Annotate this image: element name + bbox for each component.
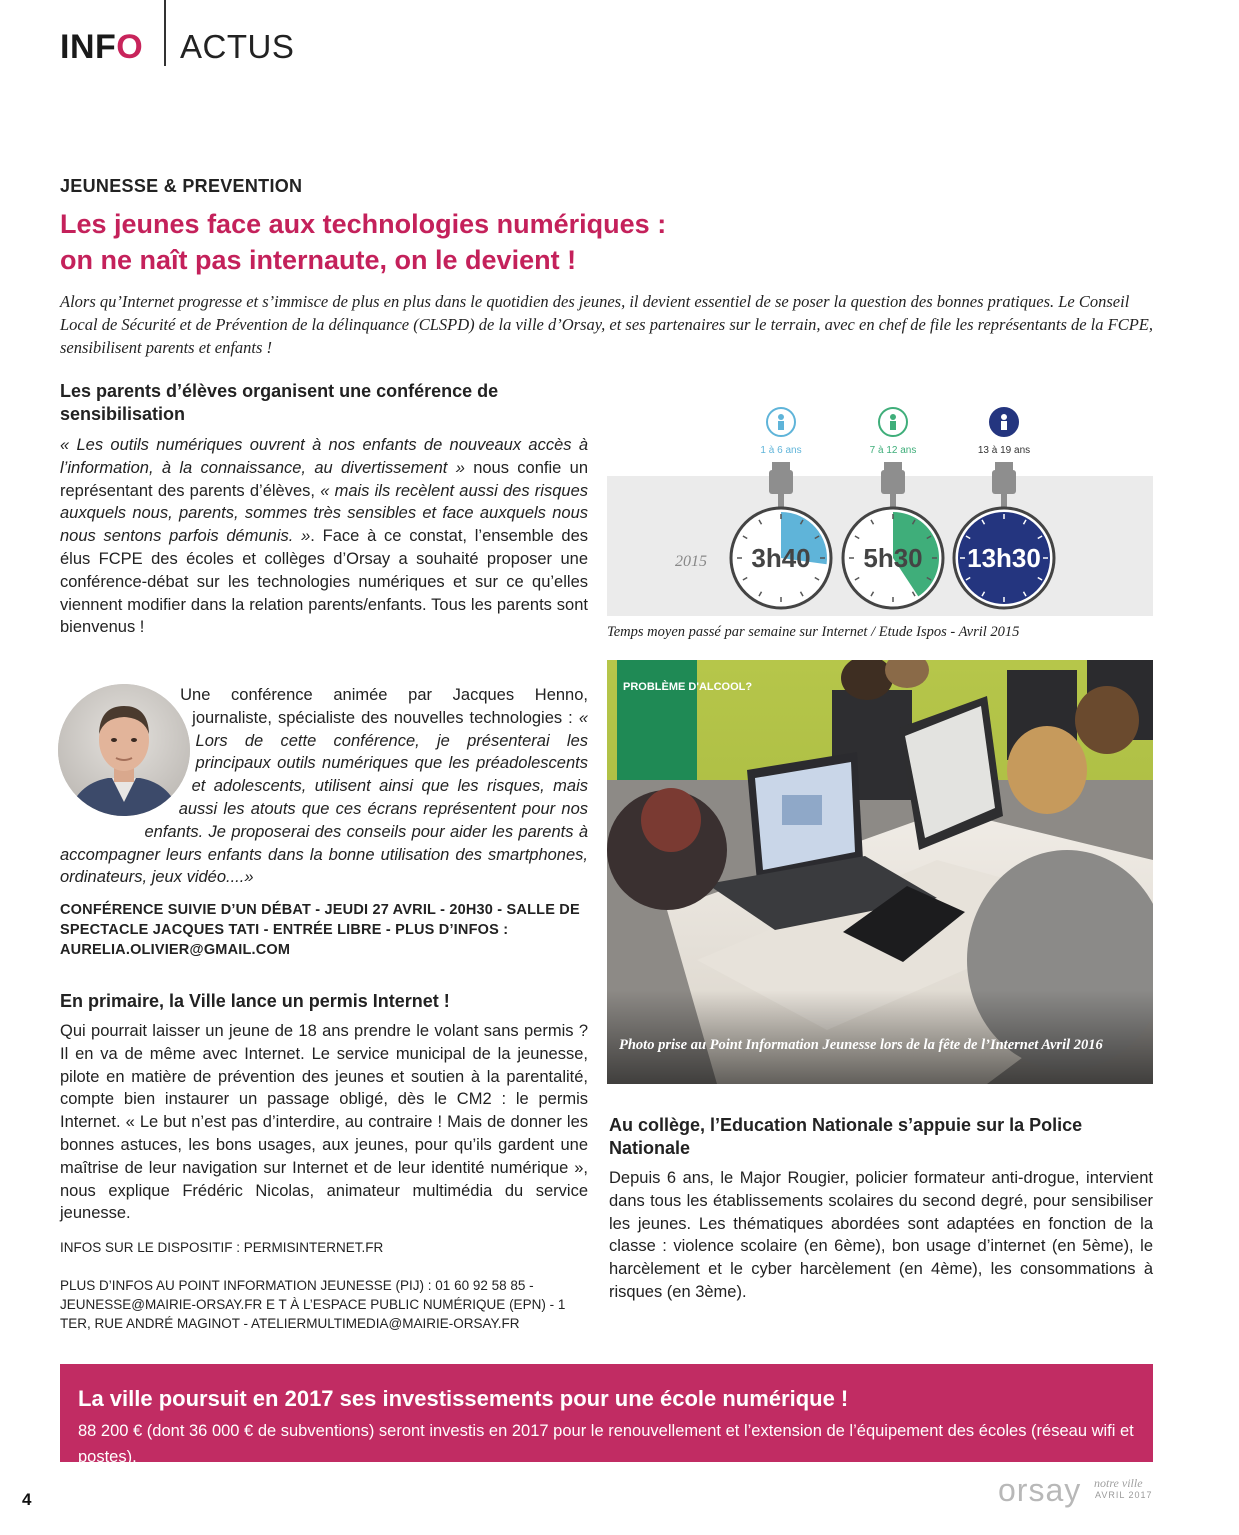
plug-body-icon [881, 470, 905, 494]
banner-text: 88 200 € (dont 36 000 € de subventions) seront investis en 2017 pour le renouvellement et l’extension de l’équipement des écoles (réseau wifi et postes). [78, 1422, 1134, 1466]
conference-details: CONFÉRENCE SUIVIE D’UN DÉBAT - JEUDI 27 AVRIL - 20H30 - SALLE DE SPECTACLE JACQUES TATI - ENTRÉE LIBRE - PLUS D’INFOS : AURELIA.OLIVIER@GMAIL.COM [60, 902, 580, 958]
age-label: 7 à 12 ans [869, 445, 917, 456]
primaire-paragraph: Qui pourrait laisser un jeune de 18 ans prendre le volant sans permis ? Il en va de même avec Internet. Le service municipal de la jeunesse, pilote en matière de prévention des jeunes et soutien à la parentalité, compte bien instaurer un passage obligé, dès le CM2 : le permis Internet. « Le but n’est pas d’interdire, au contraire ! Mais de donner les bonnes astuces, les bons usages, aux jeunes, pour qu’ils gardent une maîtrise de leur navigation sur Internet et de leur identité numérique », nous explique Frédéric Nicolas, animateur multimédia du service jeunesse. [60, 1022, 588, 1223]
logo-subtitle: notre ville [1094, 1476, 1143, 1490]
year-label: 2015 [675, 553, 707, 570]
classroom-photo [607, 660, 1153, 1084]
conference-paragraph: Une conférence animée par Jacques Henno, journaliste, spécialiste des nouvelles technologies : « Lors de cette conférence, je présenterai les principaux outils numériques que les préadolescents et adolescents, utilisent ainsi que les risques, mais aussi les atouts que ces écrans représentent pour nos enfants. Je proposerai des conseils pour aider les parents à accompagner leurs enfants dans la bonne utilisation des smartphones, ordinateurs, jeux vidéo....» [60, 686, 588, 887]
plug-icon [884, 462, 902, 470]
infographic-chart [607, 400, 1153, 616]
person-body-icon [1001, 421, 1007, 430]
permis-internet-info: INFOS SUR LE DISPOSITIF : PERMISINTERNET.FR [60, 1240, 384, 1255]
plug-body-icon [769, 470, 793, 494]
college-paragraph: Depuis 6 ans, le Major Rougier, policier formateur anti-drogue, intervient dans tous les établissements scolaires du second degré, pour sensibiliser les jeunes. Les thématiques abordées sont adaptées en fonction de la classe : violence scolaire (en 6ème), bon usage d’internet (en 5ème), le harcèlement et le cyber harcèlement (en 4ème), les consommations à risques (en 3ème). [609, 1169, 1153, 1301]
parents-paragraph: « Les outils numériques ouvrent à nos enfants de nouveaux accès à l’information, à la connaissance, au divertissement » nous confie un représentant des parents d’élèves, « mais ils recèlent aussi des risques auxquels nous, parents, sommes très sensibles et face auxquels nous nous sentons parfois démunis. ». Face à ce constat, l’ensemble des élus FCPE des écoles et collèges d’Orsay a souhaité proposer une conférence-débat sur les technologies numériques et sur ce qu’elles viennent modifier dans la relation parents/enfants. Tous les parents sont bienvenus ! [60, 436, 588, 637]
person-icon [890, 414, 896, 420]
person-icon [1001, 414, 1007, 420]
logo-date: AVRIL 2017 [1095, 1490, 1153, 1500]
primaire-heading: En primaire, la Ville lance un permis Internet ! [60, 991, 450, 1011]
section-label-actus: ACTUS [180, 28, 295, 65]
dial-value: 5h30 [863, 543, 923, 573]
person-body-icon [890, 421, 896, 430]
poster-text: PROBLÈME D'ALCOOL? [623, 681, 753, 693]
infographic-caption: Temps moyen passé par semaine sur Internet / Etude Ispos - Avril 2015 [607, 624, 1020, 640]
plug-body-icon [992, 470, 1016, 494]
dial-value: 13h30 [967, 543, 1041, 573]
section-label-info: INFO [60, 28, 144, 66]
internet-time-infographic [607, 400, 1153, 616]
article-lead: Alors qu’Internet progresse et s’immisce de plus en plus dans le quotidien des jeunes, il devient essentiel de se poser la question des bonnes pratiques. Le Conseil Local de Sécurité et de Prévention de la délinquance (CLSPD) de la ville d’Orsay, et ses partenaires sur le terrain, avec en chef de file les représentants de la FCPE, sensibilisent parents et enfants ! [60, 292, 1154, 357]
banner-title: La ville poursuit en 2017 ses investissements pour une école numérique ! [78, 1386, 849, 1411]
article-category: JEUNESSE & PREVENTION [60, 176, 303, 196]
age-label: 13 à 19 ans [977, 445, 1031, 456]
page-number: 4 [22, 1490, 32, 1509]
jacques-henno-portrait [58, 684, 190, 816]
investment-banner [60, 1364, 1153, 1466]
pij-contact-info: PLUS D’INFOS AU POINT INFORMATION JEUNESSE (PIJ) : 01 60 92 58 85 - JEUNESSE@MAIRIE-ORSAY.FR E T À L’ESPACE PUBLIC NUMÉRIQUE (EPN) - 1 TER, RUE ANDRÉ MAGINOT - ATELIERMULTIMEDIA@MAIRIE-ORSAY.FR [60, 1278, 566, 1331]
person-icon [778, 414, 784, 420]
plug-icon [772, 462, 790, 470]
person-body-icon [778, 421, 784, 430]
orsay-logo [998, 1472, 1158, 1512]
header-divider [164, 0, 166, 66]
parents-heading: Les parents d’élèves organisent une conférence de sensibilisation [60, 381, 499, 424]
age-label: 1 à 6 ans [760, 445, 802, 456]
dial-value: 3h40 [751, 543, 811, 573]
plug-icon [995, 462, 1013, 470]
photo-caption: Photo prise au Point Information Jeunesse lors de la fête de l’Internet Avril 2016 [619, 1037, 1103, 1053]
article-title: Les jeunes face aux technologies numériques : on ne naît pas internaute, on le devient ! [60, 209, 667, 275]
logo-word: orsay [998, 1472, 1082, 1508]
college-heading: Au collège, l’Education Nationale s’appuie sur la Police Nationale [609, 1115, 1083, 1158]
